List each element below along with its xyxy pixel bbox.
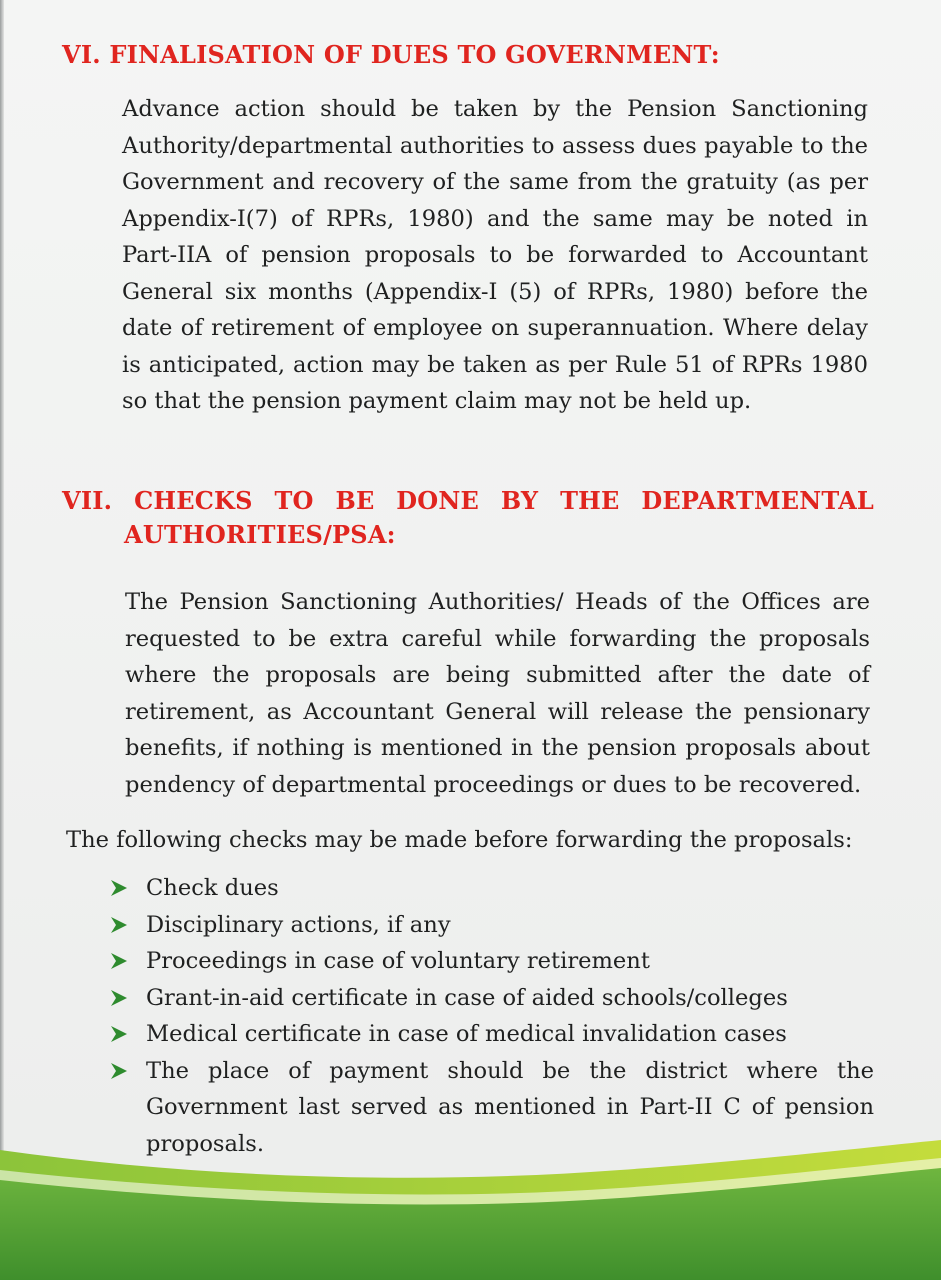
checks-list-item bbox=[108, 870, 874, 907]
arrowhead-bullet-icon bbox=[110, 989, 128, 1007]
checks-list-item bbox=[108, 980, 874, 1017]
footer-green-swoosh bbox=[0, 1130, 941, 1280]
arrowhead-bullet-icon bbox=[110, 952, 128, 970]
check-item-text: The place of payment should be the district where the Government last served as mentioned in Part-II C of pension proposals. bbox=[146, 1057, 874, 1157]
check-item-text: Disciplinary actions, if any bbox=[146, 911, 451, 938]
checks-intro: The following checks may be made before forwarding the proposals: bbox=[66, 827, 853, 853]
section-6-title: FINALISATION OF DUES TO GOVERNMENT: bbox=[109, 40, 720, 69]
check-item-text: Check dues bbox=[146, 875, 279, 901]
arrowhead-bullet-icon bbox=[110, 1025, 128, 1043]
check-item-text: Proceedings in case of voluntary retirement bbox=[146, 948, 650, 974]
section-7-body: The Pension Sanctioning Authorities/ Heads of the Offices are requested to be extra careful while forwarding the proposals where the proposals are being submitted after the date of retirement, as Accountant General will release the pensionary benefits, if nothing is mentioned in the pension proposals about pendency of departmental proceedings or dues to be recovered. bbox=[125, 589, 870, 798]
checks-list-item bbox=[108, 943, 874, 980]
page-edge-shadow bbox=[0, 0, 4, 1280]
arrowhead-bullet-icon bbox=[110, 1062, 128, 1080]
section-7-title-line2: AUTHORITIES/PSA: bbox=[124, 520, 396, 549]
section-6-heading bbox=[62, 38, 882, 72]
checks-list bbox=[108, 870, 874, 1162]
checks-list-item bbox=[108, 1016, 874, 1053]
arrowhead-bullet-icon bbox=[110, 916, 128, 934]
section-6-body: Advance action should be taken by the Pension Sanctioning Authority/departmental authorities to assess dues payable to the Government and recovery of the same from the gratuity (as per Appendix-I(7) of RPRs, 1980) and the same may be noted in Part-IIA of pension proposals to be forwarded to Accountant General six months (Appendix-I (5) of RPRs, 1980) before the date of retirement of employee on superannuation. Where delay is anticipated, action may be taken as per Rule 51 of RPRs 1980 so that the pension payment claim may not be held up. bbox=[122, 96, 868, 414]
check-item-text: Grant-in-aid certificate in case of aided schools/colleges bbox=[146, 984, 788, 1011]
section-7-heading bbox=[62, 484, 874, 552]
checks-list-item bbox=[108, 907, 874, 944]
arrowhead-bullet-icon bbox=[110, 879, 128, 897]
section-7-title-first: CHECKS TO BE DONE BY THE DEPARTMENTAL bbox=[134, 486, 875, 515]
check-item-text: Medical certificate in case of medical invalidation cases bbox=[146, 1021, 787, 1047]
section-7-title-line1 bbox=[62, 484, 874, 518]
section-6-number: VI. bbox=[62, 40, 101, 69]
section-7-number: VII. bbox=[62, 486, 113, 515]
